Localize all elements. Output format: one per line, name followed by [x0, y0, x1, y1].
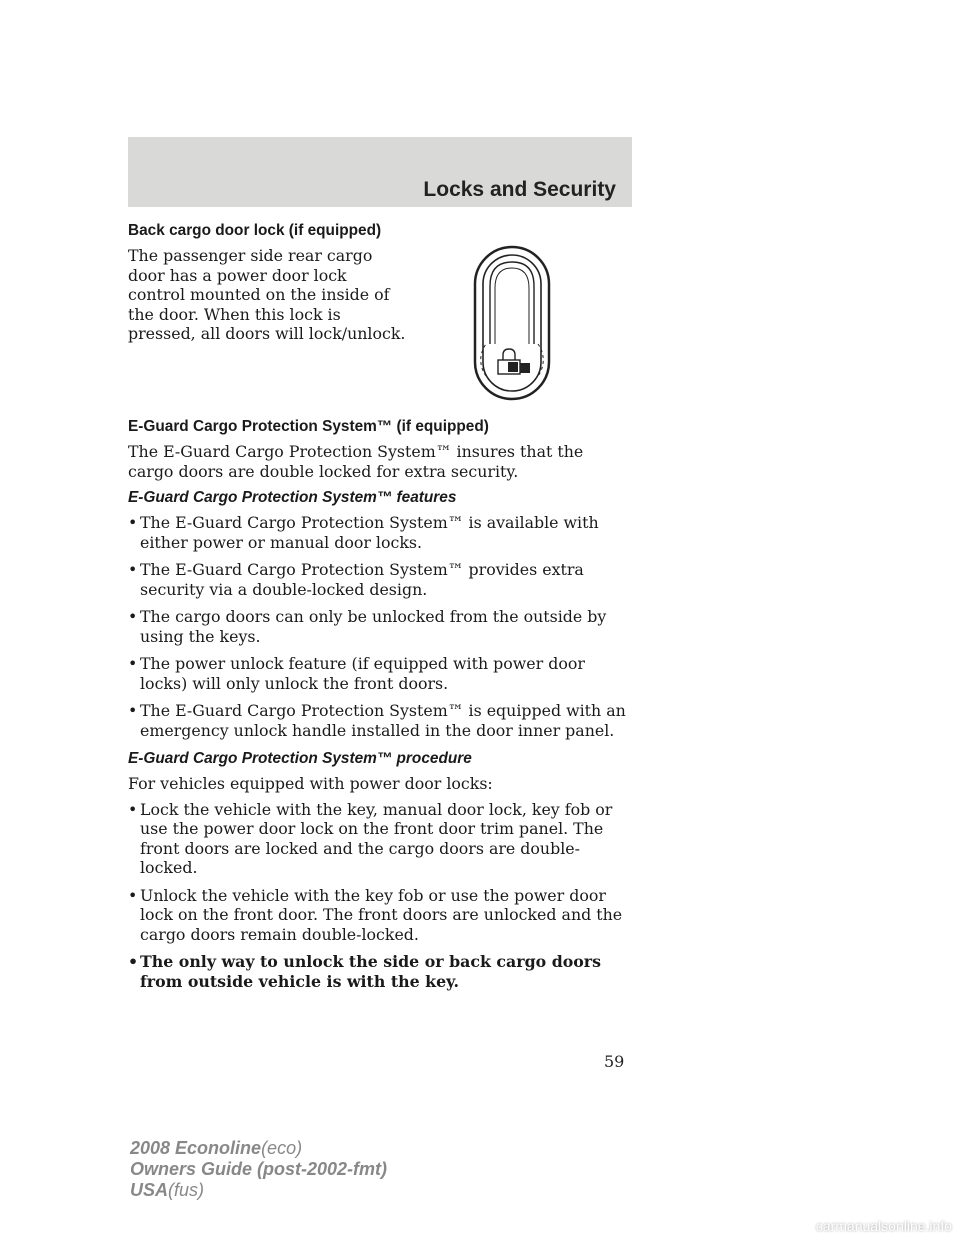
- list-item: • Unlock the vehicle with the key fob or use the power door lock on the front door. The front doors are unlocked and the cargo doors remain double-locked.: [128, 885, 623, 944]
- list-item: • The E-Guard Cargo Protection System™ is available with either power or manual door locks.: [128, 513, 599, 552]
- watermark: carmanualsonline.info: [815, 1218, 952, 1234]
- page-content: [128, 220, 633, 999]
- footer-line: Owners Guide (post-2002-fmt): [130, 1159, 388, 1179]
- section-text: The E-Guard Cargo Protection System™ insures that the cargo doors are double locked for extra security.: [128, 442, 584, 481]
- list-item: • Lock the vehicle with the key, manual door lock, key fob or use the power door lock on the front door trim panel. The front doors are locked and the cargo doors are double-locked.: [128, 799, 613, 877]
- section-procedure: [128, 748, 633, 991]
- page-number: 59: [604, 1052, 625, 1071]
- list-item: • The E-Guard Cargo Protection System™ is equipped with an emergency unlock handle installed in the door inner panel.: [128, 701, 626, 740]
- section-heading: Back cargo door lock (if equipped): [128, 222, 382, 239]
- door-lock-switch-icon: [472, 244, 552, 402]
- subsection-heading: E-Guard Cargo Protection System™ procedure: [128, 750, 472, 767]
- list-item: • The only way to unlock the side or back cargo doors from outside vehicle is with the key.: [128, 952, 602, 991]
- list-item: • The power unlock feature (if equipped with power door locks) will only unlock the front doors.: [128, 654, 585, 693]
- section-e-guard: [128, 416, 633, 481]
- list-item: • The cargo doors can only be unlocked from the outside by using the keys.: [128, 607, 607, 646]
- section-features: [128, 487, 633, 740]
- section-text: The passenger side rear cargo door has a power door lock control mounted on the inside of the door. When this lock is pressed, all doors will lock/unlock.: [128, 246, 406, 343]
- list-item: • The E-Guard Cargo Protection System™ provides extra security via a double-locked design.: [128, 560, 584, 599]
- footer-line: USA(fus): [130, 1180, 205, 1200]
- procedure-intro: For vehicles equipped with power door locks:: [128, 774, 493, 793]
- subsection-heading: E-Guard Cargo Protection System™ features: [128, 489, 457, 506]
- header-band: [128, 137, 632, 207]
- footer-line: 2008 Econoline(eco): [130, 1138, 303, 1158]
- document-footer: [130, 1138, 387, 1201]
- feature-list: [128, 513, 633, 740]
- section-back-cargo-door-lock: [128, 220, 633, 416]
- section-heading: E-Guard Cargo Protection System™ (if equipped): [128, 418, 489, 435]
- procedure-list: [128, 800, 633, 992]
- page-title: Locks and Security: [423, 178, 616, 201]
